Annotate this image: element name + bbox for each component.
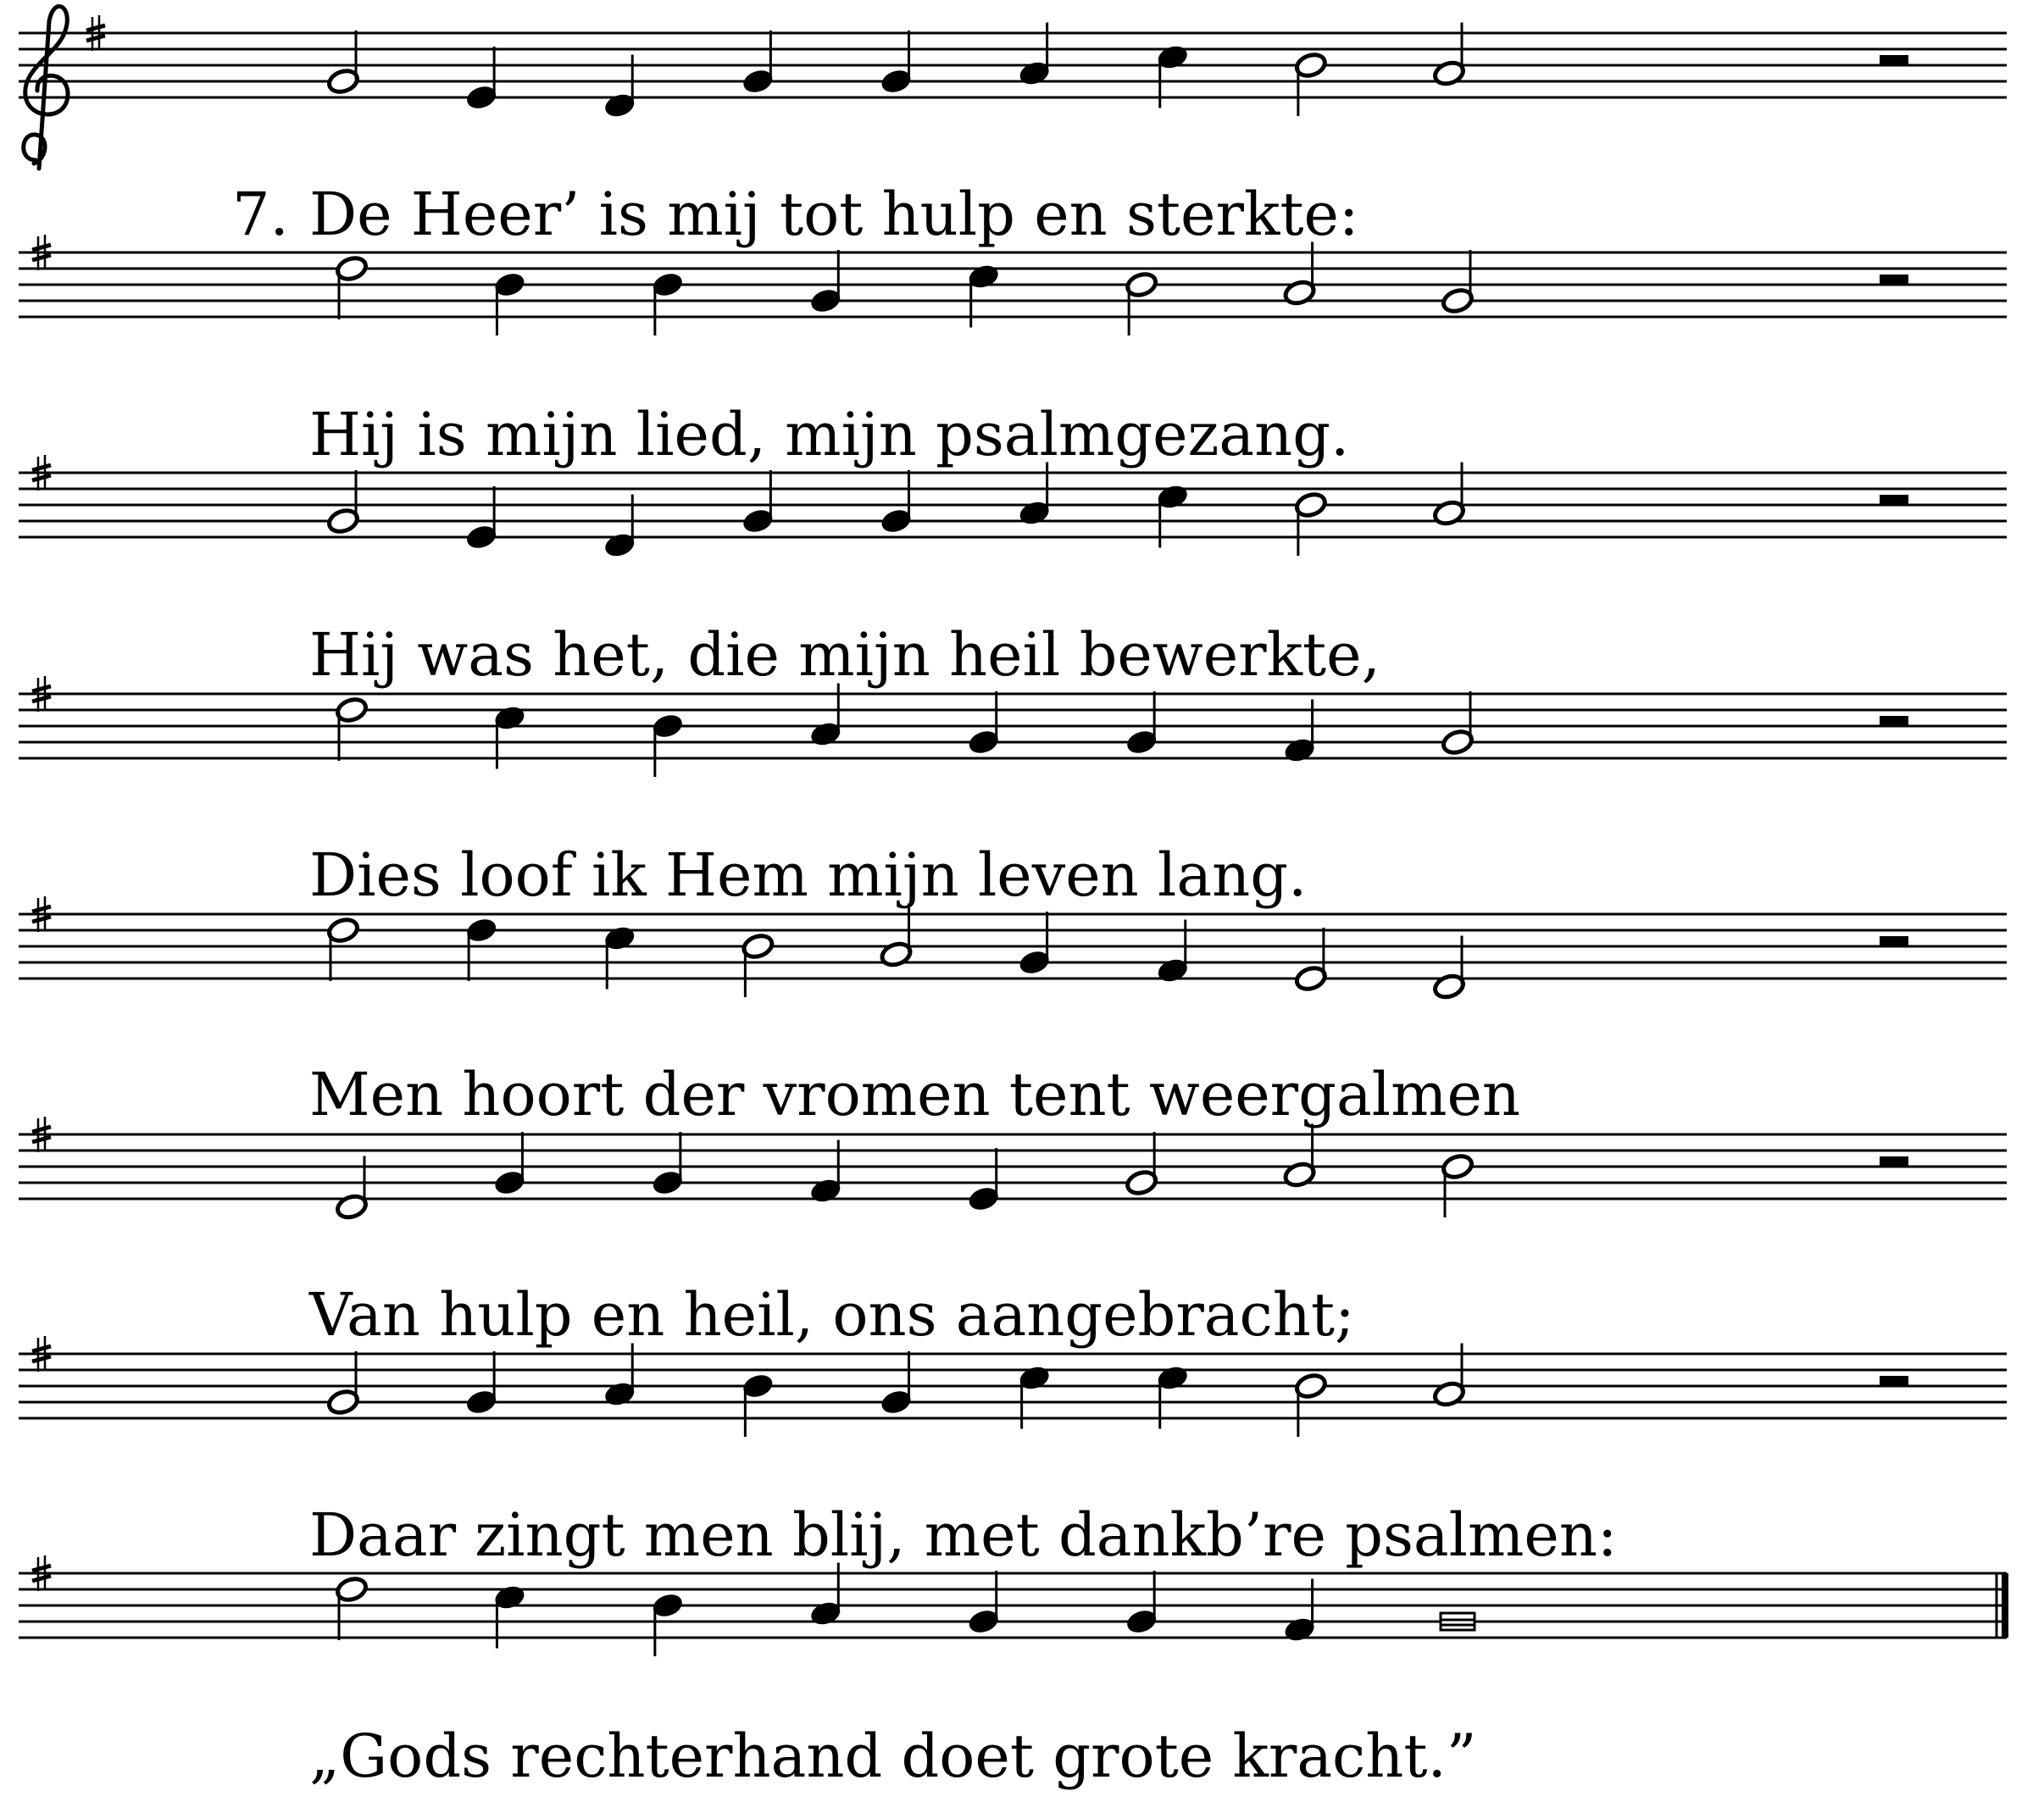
note	[326, 30, 360, 96]
note	[651, 1591, 685, 1656]
note	[1441, 1152, 1475, 1217]
note	[1441, 250, 1475, 315]
verse-number: 7.	[232, 180, 289, 249]
staff-system	[19, 676, 2007, 910]
treble-clef-icon	[24, 6, 68, 169]
note	[1294, 51, 1328, 116]
note	[1294, 928, 1328, 993]
note	[1125, 691, 1158, 757]
note	[651, 270, 685, 335]
note	[326, 916, 360, 981]
staff-system	[19, 1555, 2008, 1791]
note	[741, 470, 775, 535]
lyric-line: „Gods rechterhand doet grote kracht.”	[309, 1722, 1477, 1791]
note	[493, 1132, 527, 1197]
staff-system	[19, 6, 2007, 249]
lyric-line: Hij was het, die mijn heil bewerkte,	[309, 620, 1380, 690]
note	[880, 1351, 914, 1417]
note	[967, 1148, 1001, 1213]
staff-system	[19, 1336, 2007, 1570]
note	[1125, 270, 1158, 335]
note	[1294, 491, 1328, 556]
note	[741, 1372, 775, 1437]
note	[464, 1351, 498, 1417]
rest-icon	[1880, 55, 1908, 65]
note	[1441, 1613, 1475, 1630]
rest-icon	[1880, 936, 1908, 946]
rest-icon	[1880, 1156, 1908, 1167]
note	[1441, 691, 1475, 757]
staff-system	[19, 896, 2007, 1129]
note	[967, 1571, 1001, 1636]
lyric-line: Dies loof ik Hem mijn leven lang.	[309, 840, 1308, 910]
staff-system	[19, 1117, 2007, 1350]
note	[808, 250, 842, 315]
note	[1294, 1372, 1328, 1437]
lyric-line: Hij is mijn lied, mijn psalmgezang.	[309, 400, 1350, 469]
lyric-line: Van hulp en heil, ons aangebracht;	[309, 1280, 1355, 1350]
rest-icon	[1880, 716, 1908, 726]
note	[880, 30, 914, 96]
rest-icon	[1880, 1376, 1908, 1386]
note	[741, 30, 775, 96]
note	[880, 470, 914, 535]
note	[1125, 1571, 1158, 1636]
note	[1125, 1132, 1158, 1197]
note	[326, 470, 360, 535]
note	[1018, 912, 1052, 977]
note	[741, 932, 775, 997]
note	[326, 1351, 360, 1417]
note	[464, 47, 498, 112]
staff-system	[19, 235, 2007, 469]
lyric-line: Daar zingt men blij, met dankb’re psalmen:	[309, 1500, 1618, 1570]
note	[464, 916, 498, 981]
staff-system	[19, 455, 2007, 690]
lyric-text: De Heer’ is mij tot hulp en sterkte:	[309, 180, 1359, 249]
note	[335, 696, 369, 761]
note	[967, 691, 1001, 757]
note	[651, 712, 685, 777]
lyric-line	[232, 180, 1358, 249]
note	[651, 1132, 685, 1197]
rest-icon	[1880, 274, 1908, 285]
rest-icon	[1880, 495, 1908, 505]
note	[464, 486, 498, 552]
note	[335, 1575, 369, 1640]
lyric-line: Men hoort der vromen tent weergalmen	[309, 1060, 1520, 1129]
note	[493, 270, 527, 335]
note	[335, 254, 369, 319]
